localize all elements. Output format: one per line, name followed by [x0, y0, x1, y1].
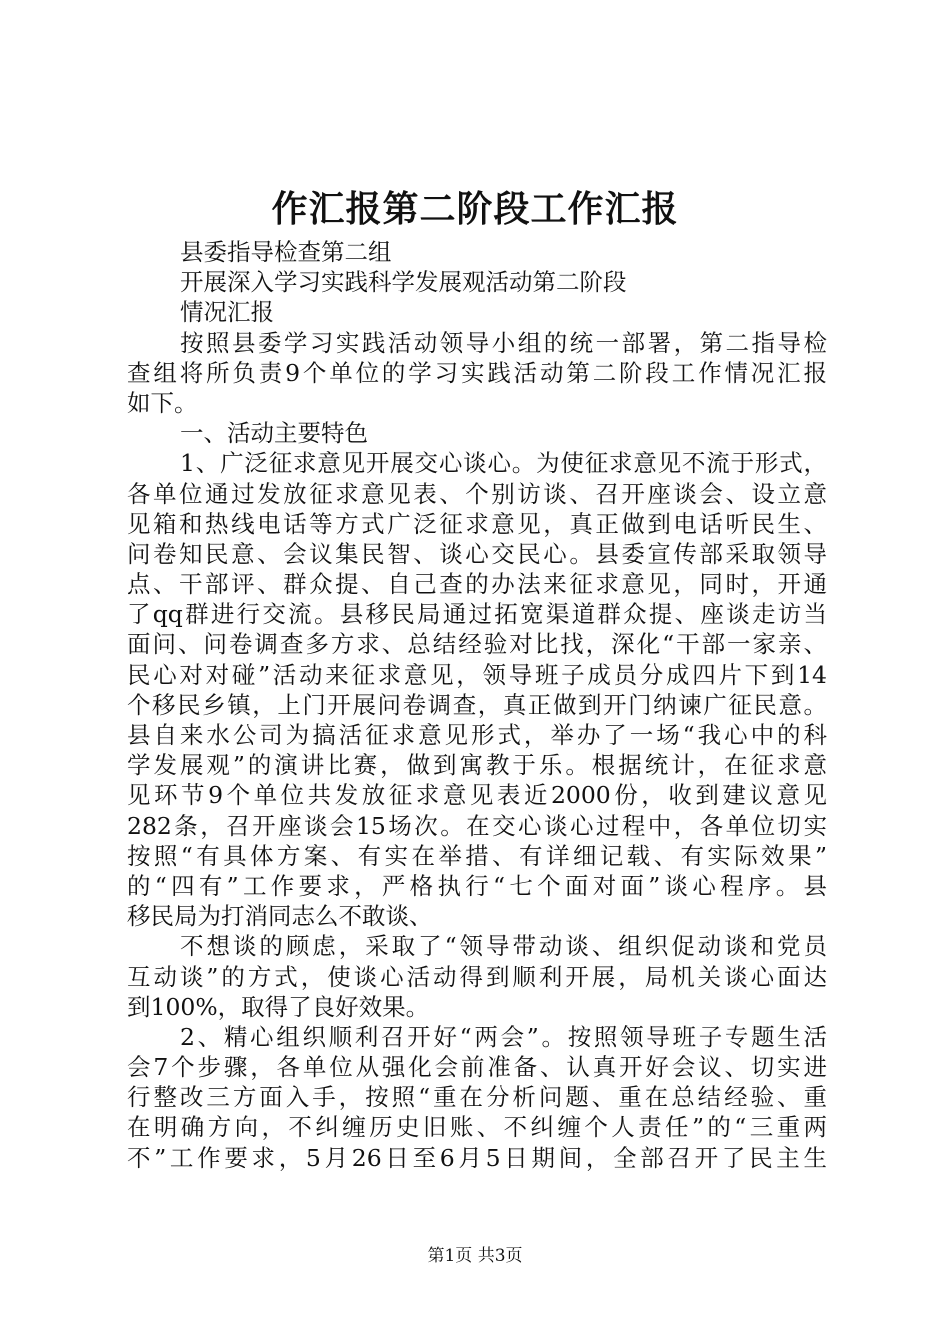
text-line: 了qq群进行交流。县移民局通过拓宽渠道群众提、座谈走访当 [127, 600, 827, 629]
text-line: 见箱和热线电话等方式广泛征求意见，真正做到电话听民生、 [127, 509, 827, 538]
text-line: 互动谈”的方式，使谈心活动得到顺利开展，局机关谈心面达 [127, 962, 827, 991]
text-line: 见环节9个单位共发放征求意见表近2000份，收到建议意见 [127, 781, 827, 810]
text-line: 按照县委学习实践活动领导小组的统一部署，第二指导检 [180, 328, 827, 357]
text-line: 各单位通过发放征求意见表、个别访谈、召开座谈会、设立意 [127, 479, 827, 508]
text-line: 282条，召开座谈会15场次。在交心谈心过程中，各单位切实 [127, 811, 827, 840]
text-line: 的“四有”工作要求，严格执行“七个面对面”谈心程序。县 [127, 871, 827, 900]
text-line: 如下。 [127, 388, 198, 417]
text-line: 会7个步骤，各单位从强化会前准备、认真开好会议、切实进 [127, 1053, 827, 1082]
text-line: 个移民乡镇，上门开展问卷调查，真正做到开门纳谏广征民意。 [127, 690, 827, 719]
text-line: 开展深入学习实践科学发展观活动第二阶段 [180, 268, 627, 297]
document-body [127, 237, 827, 1173]
text-line: 一、活动主要特色 [180, 419, 368, 448]
text-line: 按照“有具体方案、有实在举措、有详细记载、有实际效果” [127, 841, 827, 870]
text-line: 民心对对碰”活动来征求意见，领导班子成员分成四片下到14 [127, 660, 827, 689]
text-line: 行整改三方面入手，按照“重在分析问题、重在总结经验、重 [127, 1083, 827, 1112]
text-line: 1、广泛征求意见开展交心谈心。为使征求意见不流于形式， [180, 449, 827, 478]
text-line: 不想谈的顾虑，采取了“领导带动谈、组织促动谈和党员 [180, 932, 827, 961]
text-line: 点、干部评、群众提、自己查的办法来征求意见，同时，开通 [127, 570, 827, 599]
text-line: 县委指导检查第二组 [180, 238, 392, 266]
text-line: 情况汇报 [180, 298, 274, 327]
text-line: 学发展观”的演讲比赛，做到寓教于乐。根据统计，在征求意 [127, 751, 827, 780]
text-line: 在明确方向，不纠缠历史旧账、不纠缠个人责任”的“三重两 [127, 1113, 827, 1142]
page-title: 作汇报第二阶段工作汇报 [271, 188, 679, 230]
text-line: 面问、问卷调查多方求、总结经验对比找，深化“干部一家亲、 [127, 630, 827, 659]
text-line: 不”工作要求，5月26日至6月5日期间，全部召开了民主生 [127, 1143, 827, 1172]
text-line: 2、精心组织顺利召开好“两会”。按照领导班子专题生活 [180, 1022, 827, 1051]
text-line: 到100%，取得了良好效果。 [127, 992, 430, 1021]
text-line: 查组将所负责9个单位的学习实践活动第二阶段工作情况汇报 [127, 358, 827, 387]
text-line: 移民局为打消同志么不敢谈、 [127, 902, 433, 931]
text-line: 问卷知民意、会议集民智、谈心交民心。县委宣传部采取领导 [127, 539, 827, 568]
page-footer: 第1页 共3页 [427, 1246, 523, 1266]
text-line: 县自来水公司为搞活征求意见形式，举办了一场“我心中的科 [127, 721, 827, 749]
